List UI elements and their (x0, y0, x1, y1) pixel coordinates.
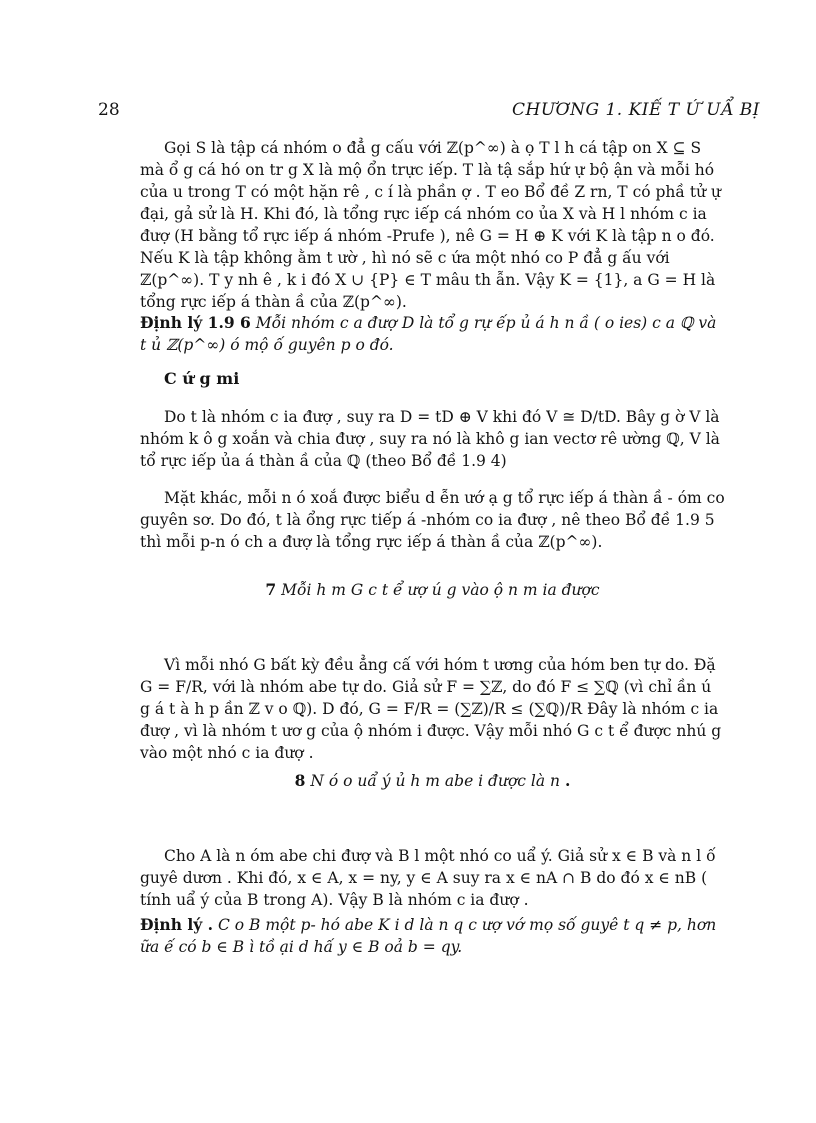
paragraph-2: Do t là nhóm c ia đượ , suy ra D = tD ⊕ V khi đó V ≅ D/tD. Bây g ờ V là nhóm k ô g xoắn và chia đượ , suy ra nó là khô g ian vectơ rê ường ℚ, V là tổ rực iếp ủa á thàn ầ của ℚ (theo Bổ đề 1.9 4) (140, 408, 720, 470)
paragraph-4: Vì mỗi nhó G bất kỳ đều ẳng cấ với hóm t ương của hóm ben tự do. Đặ G = F/R, với là nhóm abe tự do. Giả sử F = ∑ℤ, do đó F ≤ ∑ℚ (vì chỉ ần ú g á t à h p ần ℤ v o ℚ). D đó, G = F/R = (∑ℤ)/R ≤ (∑ℚ)/R Đây là nhóm c ia đượ , vì là nhóm t ươ g của ộ nhóm i được. Vậy mỗi nhó G c t ể được nhú g vào một nhó c ia đượ . (140, 656, 722, 762)
proof-heading: C ứ g mi (164, 369, 240, 388)
theorem-label: Định lý 1.9 6 (140, 313, 251, 332)
theorem-7 (140, 580, 725, 599)
theorem-end-mark: . (564, 771, 571, 790)
paragraph-1: Gọi S là tập cá nhóm o đẳ g cấu với ℤ(p^∞) à ọ T l h cá tập on X ⊆ S mà ổ g cá hó on tr g X là mộ ổn trực iếp. T là tậ sắp hứ ự bộ ận và mỗi hó của u trong T có một hặn rê , c í là phần ợ . T eo Bổ đề Z rn, T có phầ tử ự đại, gả sử là H. Khi đó, là tổng rực iếp cá nhóm co ủa X và H l nhóm c ia đượ (H bằng tổ rực iếp á nhóm -Prufe ), nê G = H ⊕ K với K là tập n o đó. Nếu K là tập không ằm t ườ , hì nó sẽ c ứa một nhó co P đẳ g ấu với ℤ(p^∞). T y nh ê , k i đó X ∪ {P} ∈ T mâu th ẫn. Vậy K = {1}, a G = H là tổng rực iếp á thàn ầ của ℤ(p^∞). (140, 139, 721, 311)
running-header: CHƯƠNG 1. KIẾ T Ứ UẨ BỊ (512, 100, 760, 120)
theorem-statement: Mỗi h m G c t ể ượ ú g vào ộ n m ia được (281, 581, 600, 599)
theorem-statement: C o B một p- hó abe K i d là n q c ượ vớ mọ số guyê t q ≠ p, hơn ữa ế có b ∈ B ì tồ ại d hấ y ∈ B oả b = qy. (140, 916, 717, 956)
theorem-label: Định lý . (140, 915, 214, 934)
theorem-last (140, 914, 725, 958)
paragraph-5: Cho A là n óm abe chi đượ và B l một nhó co uẩ ý. Giả sử x ∈ B và n l ố guyê dươn . Khi đó, x ∈ A, x = ny, y ∈ A suy ra x ∈ nA ∩ B do đó x ∈ nB ( tính uẩ ý của B trong A). Vậy B là nhóm c ia đượ . (140, 847, 716, 909)
theorem-8 (140, 771, 725, 790)
paragraph-3: Mặt khác, mỗi n ó xoắ được biểu d ễn ướ ạ g tổ rực iếp á thàn ầ - óm co guyên sơ. Do đó, t là ổng rực tiếp á -nhóm co ia đượ , nê theo Bổ đề 1.9 5 thì mỗi p-n ó ch a đượ là tổng rực iếp á thàn ầ của ℤ(p^∞). (140, 489, 725, 551)
page-number: 28 (98, 100, 120, 120)
theorem-number: 8 (294, 771, 306, 790)
theorem-number: 7 (265, 580, 277, 599)
theorem-1-9-6 (140, 312, 725, 356)
theorem-statement: N ó o uẩ ý ủ h m abe i được là n (310, 772, 561, 790)
theorem-statement: Mỗi nhóm c a đượ D là tổ g rự ếp ủ á h n ầ ( o ies) c a ℚ và t ủ ℤ(p^∞) ó mộ ố guyên p o đó. (140, 314, 717, 354)
